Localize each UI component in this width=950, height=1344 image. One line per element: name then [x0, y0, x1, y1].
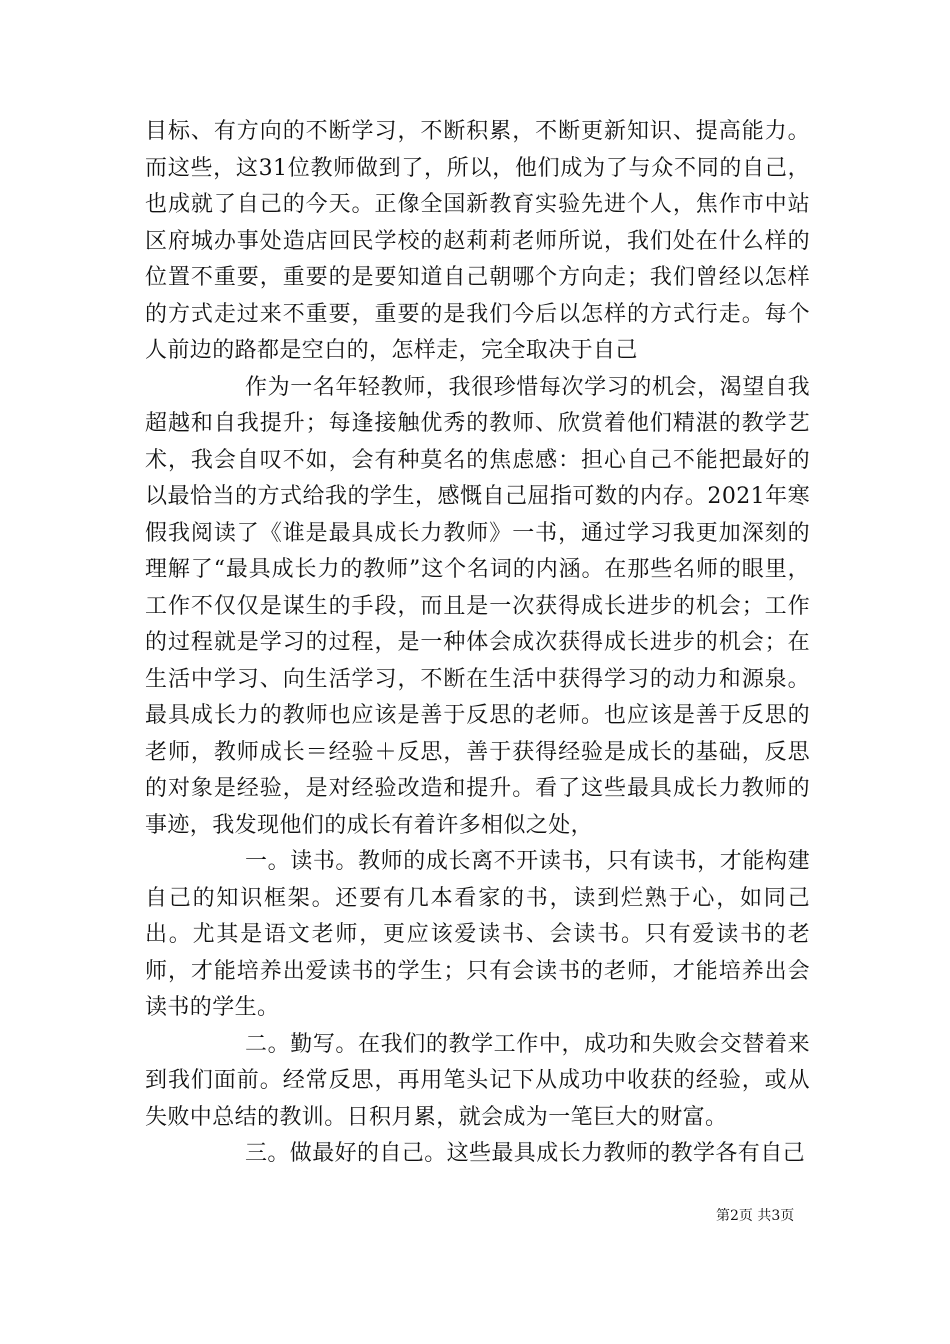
- paragraph-1: 目标、有方向的不断学习，不断积累，不断更新知识、提高能力。而这些，这31位教师做到了，所以，他们成为了与众不同的自己，也成就了自己的今天。正像全国新教育实验先进个人，焦作市中站区府城办事处造店回民学校的赵莉莉老师所说，我们处在什么样的位置不重要，重要的是要知道自己朝哪个方向走；我们曾经以怎样的方式走过来不重要，重要的是我们今后以怎样的方式行走。每个人前边的路都是空白的，怎样走，完全取决于自己: [145, 119, 810, 363]
- paragraph-2: 作为一名年轻教师，我很珍惜每次学习的机会，渴望自我超越和自我提升；每逢接触优秀的教师、欣赏着他们精湛的教学艺术，我会自叹不如，会有种莫名的焦虑感：担心自己不能把最好的以最恰当的方式给我的学生，感慨自己屈指可数的内存。2021年寒假我阅读了《谁是最具成长力教师》一书，通过学习我更加深刻的理解了“最具成长力的教师”这个名词的内涵。在那些名师的眼里，工作不仅仅是谋生的手段，而且是一次获得成长进步的机会；工作的过程就是学习的过程，是一种体会成次获得成长进步的机会；在生活中学习、向生活学习，不断在生活中获得学习的动力和源泉。最具成长力的教师也应该是善于反思的老师。也应该是善于反思的老师，教师成长＝经验＋反思，善于获得经验是成长的基础，反思的对象是经验，是对经验改造和提升。看了这些最具成长力教师的事迹，我发现他们的成长有着许多相似之处，: [145, 374, 810, 838]
- paragraph-4: 二。勤写。在我们的教学工作中，成功和失败会交替着来到我们面前。经常反思，再用笔头记下从成功中收获的经验，或从失败中总结的教训。日积月累，就会成为一笔巨大的财富。: [145, 1031, 810, 1130]
- page-number-footer: 第2页 共3页: [716, 1208, 795, 1224]
- document-body: [145, 114, 810, 1173]
- paragraph-5: 三。做最好的自己。这些最具成长力教师的教学各有自己: [245, 1141, 806, 1166]
- paragraph-3: 一。读书。教师的成长离不开读书，只有读书，才能构建自己的知识框架。还要有几本看家的书，读到烂熟于心，如同己出。尤其是语文老师，更应该爱读书、会读书。只有爱读书的老师，才能培养出爱读书的学生；只有会读书的老师，才能培养出会读书的学生。: [145, 849, 810, 1020]
